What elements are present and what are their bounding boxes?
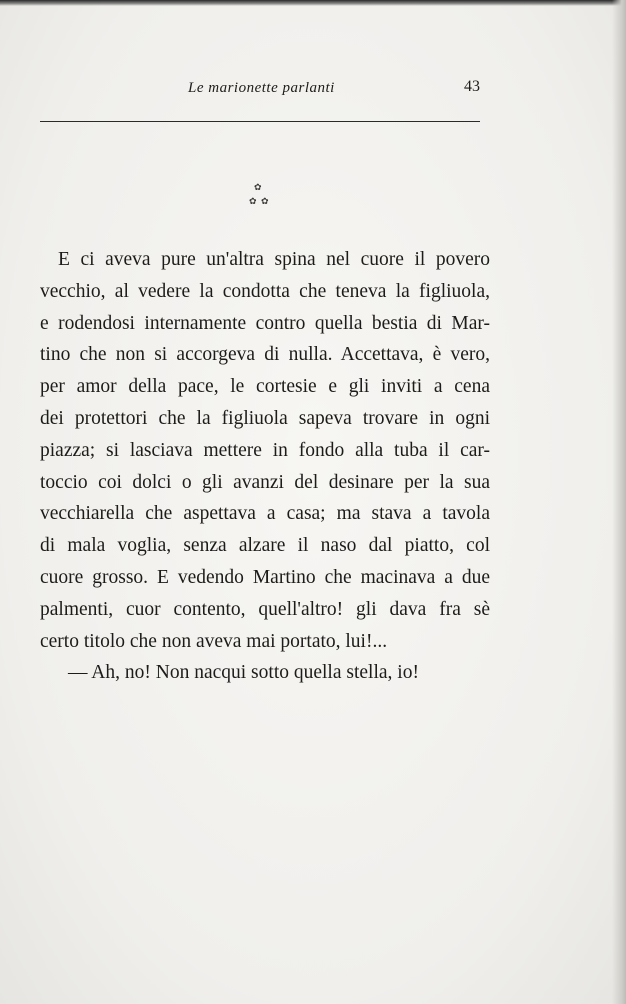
page-top-edge-shadow (0, 0, 626, 6)
ornament-star-icon: ✿ (249, 197, 257, 207)
paragraph-line: tino che non si accorgeva di nulla. Accettava, è vero, (40, 344, 490, 366)
body-text (40, 244, 490, 689)
paragraph-line: toccio coi dolci o gli avanzi del desinare per la sua (40, 471, 490, 493)
paragraph-line: di mala voglia, senza alzare il naso dal piatto, col (40, 535, 490, 557)
paragraph-line: e rodendosi internamente contro quella bestia di Mar- (40, 312, 490, 334)
paragraph-line: per amor della pace, le cortesie e gli inviti a cena (40, 376, 490, 398)
running-head (40, 76, 480, 106)
paragraph-line: E ci aveva pure un'altra spina nel cuore il povero (58, 249, 490, 270)
ornament-star-icon: ✿ (261, 197, 269, 207)
paragraph-line: vecchio, al vedere la condotta che teneva la figliuola, (40, 280, 490, 302)
paragraph-line: dei protettori che la figliuola sapeva trovare in ogni (40, 407, 490, 429)
paragraph-line: vecchiarella che aspettava a casa; ma stava a tavola (40, 503, 490, 525)
running-title: Le marionette parlanti (188, 80, 335, 96)
page-number: 43 (464, 78, 480, 95)
paragraph-line: cuore grosso. E vedendo Martino che macinava a due (40, 566, 490, 588)
paragraph-line: palmenti, cuor contento, quell'altro! gli dava fra sè (40, 598, 490, 620)
paragraph-line: certo titolo che non aveva mai portato, lui!... (40, 630, 388, 652)
paragraph-line: piazza; si lasciava mettere in fondo alla tuba il car- (40, 439, 490, 461)
header-rule (40, 121, 480, 122)
page-right-edge-shadow (612, 0, 626, 1004)
dialogue-line: — Ah, no! Non nacqui sotto quella stella, io! (68, 662, 419, 684)
section-ornament (246, 182, 276, 212)
ornament-star-icon: ✿ (254, 183, 262, 193)
